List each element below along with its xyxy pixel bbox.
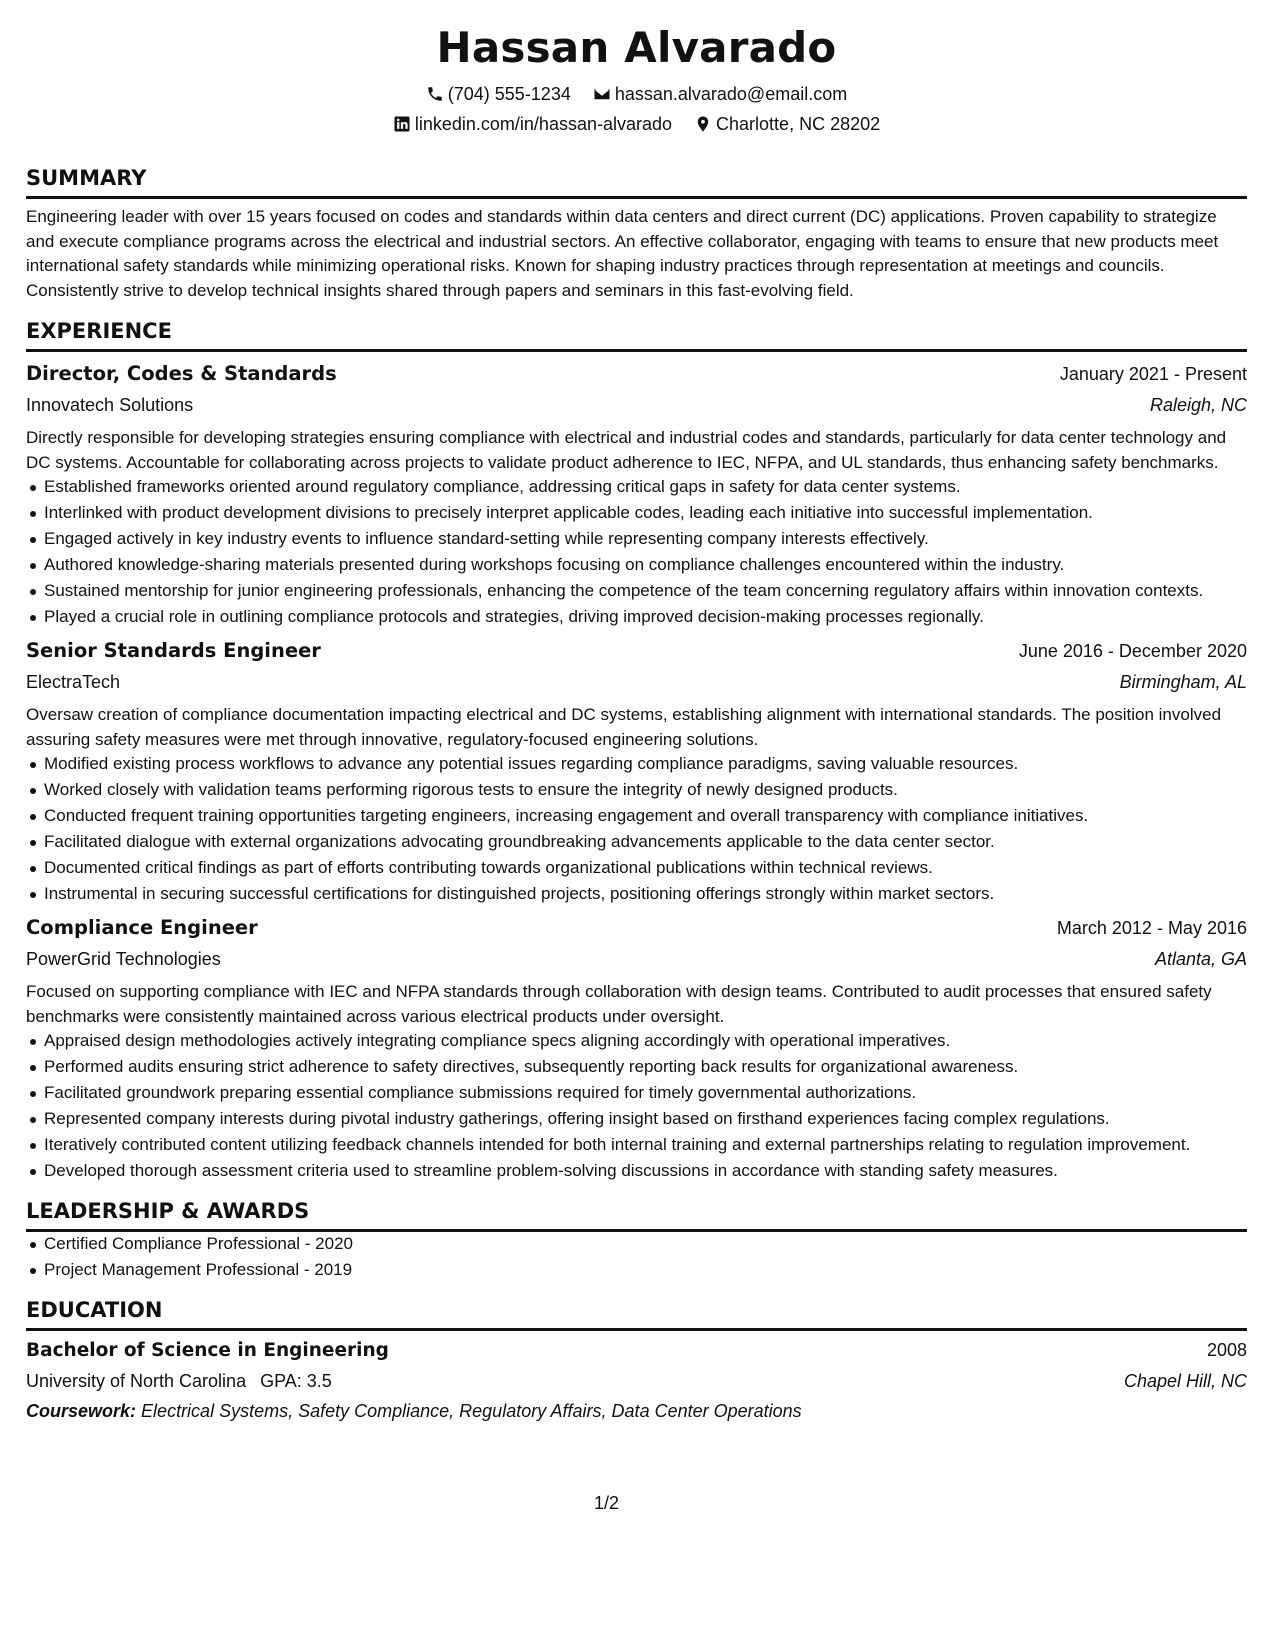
job-location: Birmingham, AL xyxy=(1119,672,1247,692)
awards-heading: LEADERSHIP & AWARDS xyxy=(26,1197,1247,1232)
job-bullets xyxy=(26,1029,1247,1183)
bullet-item: Conducted frequent training opportunities targeting engineers, increasing engagement and overall transparency with compliance initiatives. xyxy=(44,804,1247,828)
coursework-label: Coursework: xyxy=(26,1401,137,1421)
bullet-item: Interlinked with product development divisions to precisely interpret applicable codes, leading each initiative into successful implementation. xyxy=(44,501,1247,525)
bullet-item: Documented critical findings as part of efforts contributing towards organizational publications within technical reviews. xyxy=(44,856,1247,880)
job-description: Oversaw creation of compliance documentation impacting electrical and DC systems, establishing alignment with international standards. The position involved assuring safety measures were met through innovative, regulatory-focused engineering solutions. xyxy=(26,705,1222,749)
bullet-item: Represented company interests during pivotal industry gatherings, offering insight based on firsthand experiences facing complex regulations. xyxy=(44,1107,1247,1131)
bullet-item: Appraised design methodologies actively integrating compliance specs aligning accordingly with operational imperatives. xyxy=(44,1029,1247,1053)
degree-name: Bachelor of Science in Engineering xyxy=(26,1340,389,1361)
job-title: Senior Standards Engineer xyxy=(26,639,321,662)
experience-heading: EXPERIENCE xyxy=(26,317,1247,352)
summary-heading: SUMMARY xyxy=(26,164,1247,199)
job-description: Focused on supporting compliance with IEC and NFPA standards through collaboration with design teams. Contributed to audit processes that ensured safety benchmarks were consistently maintained across various electrical products under oversight. xyxy=(26,982,1212,1026)
education-heading: EDUCATION xyxy=(26,1296,1247,1331)
job-bullets xyxy=(26,475,1247,629)
school-name: University of North Carolina xyxy=(26,1371,247,1391)
page-number: 1/2 xyxy=(593,1493,620,1513)
phone-text: (704) 555-1234 xyxy=(447,84,571,104)
bullet-item: Authored knowledge-sharing materials presented during workshops focusing on compliance challenges encountered within the industry. xyxy=(44,553,1247,577)
company-name: PowerGrid Technologies xyxy=(26,949,221,969)
job-entry xyxy=(26,635,1247,906)
contact-row-2 xyxy=(26,112,1247,136)
bullet-item: Instrumental in securing successful certifications for distinguished projects, positioning offerings strongly within market sectors. xyxy=(44,882,1247,906)
bullet-item: Worked closely with validation teams performing rigorous tests to ensure the integrity of newly designed products. xyxy=(44,778,1247,802)
email-link[interactable]: hassan.alvarado@email.com xyxy=(614,84,848,104)
bullet-item: Engaged actively in key industry events to influence standard-setting while representing company interests effectively. xyxy=(44,527,1247,551)
job-dates: June 2016 - December 2020 xyxy=(1018,641,1247,661)
bullet-item: Facilitated dialogue with external organizations advocating groundbreaking advancements applicable to the data center sector. xyxy=(44,830,1247,854)
job-dates: March 2012 - May 2016 xyxy=(1056,918,1247,938)
contact-email[interactable] xyxy=(593,82,847,106)
company-name: Innovatech Solutions xyxy=(26,395,194,415)
contact-row-1 xyxy=(26,82,1247,106)
awards-section xyxy=(26,1197,1247,1282)
job-bullets xyxy=(26,752,1247,906)
experience-section xyxy=(26,317,1247,1183)
awards-list xyxy=(26,1232,1247,1282)
bullet-item: Modified existing process workflows to advance any potential issues regarding compliance paradigms, saving valuable resources. xyxy=(44,752,1247,776)
bullet-item: Developed thorough assessment criteria used to streamline problem-solving discussions in accordance with standing safety measures. xyxy=(44,1159,1247,1183)
company-name: ElectraTech xyxy=(26,672,121,692)
contact-phone xyxy=(426,82,571,106)
job-location: Raleigh, NC xyxy=(1149,395,1247,415)
job-description: Directly responsible for developing strategies ensuring compliance with electrical and industrial codes and standards, particularly for data center technology and DC systems. Accountable for collaborating across projects to validate product adherence to IEC, NFPA, and UL standards, thus enhancing safety benchmarks. xyxy=(26,428,1227,472)
summary-text: Engineering leader with over 15 years focused on codes and standards within data centers and direct current (DC) applications. Proven capability to strategize and execute compliance programs across the electrical and industrial sectors. An effective collaborator, engaging with teams to ensure that new products meet international safety standards while minimizing operational risks. Known for shaping industry practices through representation at meetings and councils. Consistently strive to develop technical insights shared through papers and seminars in this fast-evolving field. xyxy=(26,207,1219,300)
resume-page xyxy=(26,20,1247,1426)
bullet-item: Iteratively contributed content utilizing feedback channels intended for both internal training and external partnerships relating to regulation improvement. xyxy=(44,1133,1247,1157)
envelope-icon xyxy=(593,85,611,103)
contact-location xyxy=(694,112,880,136)
job-entry xyxy=(26,358,1247,629)
bullet-item: Performed audits ensuring strict adherence to safety directives, subsequently reporting back results for organizational awareness. xyxy=(44,1055,1247,1079)
graduation-year: 2008 xyxy=(1206,1340,1247,1360)
bullet-item: Played a crucial role in outlining compliance protocols and strategies, driving improved decision-making processes regionally. xyxy=(44,605,1247,629)
gpa: GPA: 3.5 xyxy=(260,1371,332,1391)
linkedin-link[interactable]: linkedin.com/in/hassan-alvarado xyxy=(414,114,673,134)
job-location: Atlanta, GA xyxy=(1154,949,1247,969)
education-section xyxy=(26,1296,1247,1426)
bullet-item: Established frameworks oriented around regulatory compliance, addressing critical gaps in safety for data center systems. xyxy=(44,475,1247,499)
candidate-name: Hassan Alvarado xyxy=(436,23,837,72)
coursework-line xyxy=(26,1396,1247,1426)
school-line xyxy=(26,1366,332,1396)
bullet-item: Sustained mentorship for junior engineering professionals, enhancing the competence of the team concerning regulatory affairs within innovation contexts. xyxy=(44,579,1247,603)
job-entry xyxy=(26,912,1247,1183)
coursework-list: Electrical Systems, Safety Compliance, Regulatory Affairs, Data Center Operations xyxy=(141,1401,802,1421)
award-item: Certified Compliance Professional - 2020 xyxy=(44,1232,1247,1256)
phone-icon xyxy=(426,85,444,103)
job-title: Director, Codes & Standards xyxy=(26,362,337,385)
map-pin-icon xyxy=(694,115,712,133)
linkedin-icon xyxy=(393,115,411,133)
contact-linkedin[interactable] xyxy=(393,112,672,136)
job-title: Compliance Engineer xyxy=(26,916,258,939)
bullet-item: Facilitated groundwork preparing essential compliance submissions required for timely governmental authorizations. xyxy=(44,1081,1247,1105)
summary-section xyxy=(26,164,1247,303)
award-item: Project Management Professional - 2019 xyxy=(44,1258,1247,1282)
school-location: Chapel Hill, NC xyxy=(1123,1371,1247,1391)
location-text: Charlotte, NC 28202 xyxy=(716,114,881,134)
job-dates: January 2021 - Present xyxy=(1059,364,1247,384)
